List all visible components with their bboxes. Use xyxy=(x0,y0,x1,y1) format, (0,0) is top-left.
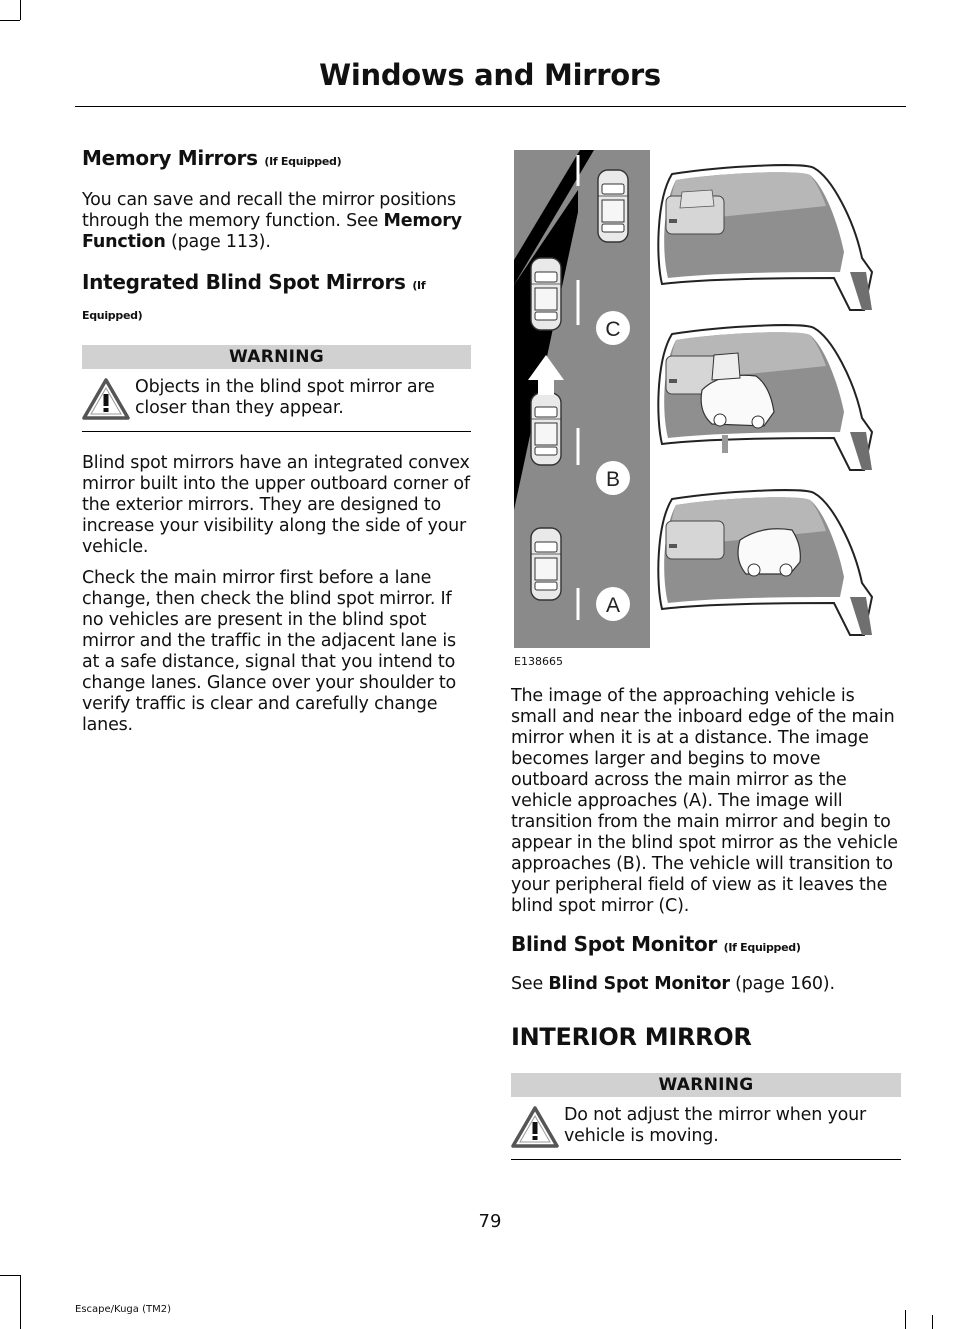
left-column xyxy=(82,145,471,736)
crop-mark xyxy=(20,1275,21,1329)
memory-function-link[interactable]: Memory Function xyxy=(82,211,462,252)
warning-triangle-icon xyxy=(511,1105,561,1149)
bsm-link[interactable]: Blind Spot Monitor xyxy=(548,974,730,994)
right-column xyxy=(511,686,901,1160)
warning-text: Objects in the blind spot mirror are closer than they appear. xyxy=(135,377,435,418)
warning-divider xyxy=(511,1159,901,1160)
bsm-heading-text: Blind Spot Monitor xyxy=(511,932,717,956)
memory-page-ref: (page 113). xyxy=(165,232,271,252)
blind-heading-text: Integrated Blind Spot Mirrors xyxy=(82,270,406,294)
label-b: B xyxy=(605,468,621,491)
warning-bar: WARNING xyxy=(511,1073,901,1097)
crop-mark xyxy=(20,0,21,20)
warning-divider xyxy=(82,431,471,432)
bsm-page-ref: (page 160). xyxy=(729,974,835,994)
warning-row xyxy=(82,377,471,421)
figure-id: E138665 xyxy=(514,655,563,668)
model-footer: Escape/Kuga (TM2) xyxy=(75,1304,171,1315)
blind-spot-mirrors-heading xyxy=(82,269,471,329)
warning-text: Do not adjust the mirror when your vehicle is moving. xyxy=(564,1105,867,1146)
blind-spot-paragraph-2: Check the main mirror first before a lane change, then check the blind spot mirror. If no vehicles are present in the blind spot mirror and the traffic in the adjacent lane is at a safe distance, signal that you intend to change lanes. Glance over your shoulder to verify traffic is clear and carefully change lanes. xyxy=(82,568,457,735)
bsm-text: See xyxy=(511,974,549,994)
approach-paragraph: The image of the approaching vehicle is small and near the inboard edge of the main mirror when it is at a distance. The image becomes larger and begins to move outboard across the main mirror as the vehicle approaches (A). The image will transition from the main mirror and begin to appear in the blind spot mirror as the vehicle approaches (B). The vehicle will transition to your peripheral field of view as it leaves the blind spot mirror (C). xyxy=(511,686,898,916)
memory-paragraph xyxy=(82,190,471,253)
memory-text: You can save and recall the mirror positions through the memory function. See xyxy=(82,190,456,231)
crop-mark xyxy=(905,1310,906,1329)
interior-mirror-heading: INTERIOR MIRROR xyxy=(511,1023,752,1051)
page-number: 79 xyxy=(478,1211,502,1232)
crop-mark xyxy=(0,20,20,21)
crop-mark xyxy=(0,1275,20,1276)
bsm-qualifier: (If Equipped) xyxy=(723,941,801,954)
bsm-paragraph xyxy=(511,974,901,995)
bsm-heading xyxy=(511,931,901,961)
title-divider xyxy=(75,106,906,107)
blind-spot-diagram xyxy=(514,150,884,650)
blind-spot-paragraph-1: Blind spot mirrors have an integrated convex mirror built into the upper outboard corner of the exterior mirrors. They are designed to increase your visibility along the side of your vehicle. xyxy=(82,453,470,557)
warning-row xyxy=(511,1105,901,1149)
crop-mark xyxy=(932,1315,933,1329)
blind-qualifier-2: Equipped) xyxy=(82,309,143,322)
page-title: Windows and Mirrors xyxy=(319,58,661,92)
memory-heading-text: Memory Mirrors xyxy=(82,146,258,170)
label-c: C xyxy=(605,318,621,341)
memory-qualifier: (If Equipped) xyxy=(264,155,342,168)
warning-bar: WARNING xyxy=(82,345,471,369)
warning-triangle-icon xyxy=(82,377,132,421)
blind-qualifier: (If xyxy=(412,279,426,292)
memory-mirrors-heading xyxy=(82,145,471,175)
label-a: A xyxy=(605,594,621,617)
